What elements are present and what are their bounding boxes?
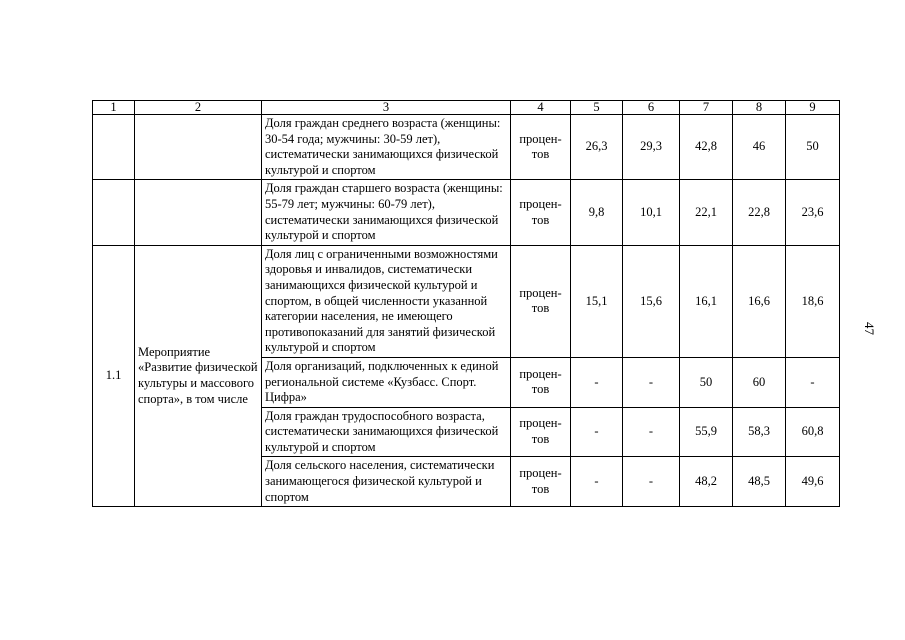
page-number: 47 [862,322,877,335]
value-cell: 23,6 [786,180,840,245]
header-cell: 7 [680,101,733,115]
indicator-cell: Доля лиц с ограниченными возможностями здоровья и инвалидов, систематически занимающихся физической культурой и спортом, в общей численности указанной категории населения, не имеющего противопоказаний для занятий физической культурой и спортом [262,245,511,357]
value-cell: 18,6 [786,245,840,357]
value-cell: - [623,357,680,407]
value-cell: 55,9 [680,407,733,457]
unit-cell [511,457,571,507]
indicator-cell: Доля организаций, подключенных к единой региональной системе «Кузбасс. Спорт. Цифра» [262,357,511,407]
value-cell: 9,8 [571,180,623,245]
value-cell: 60 [733,357,786,407]
unit-cell [511,180,571,245]
event-cell [135,180,262,245]
unit-line: тов [531,147,550,162]
value-cell: 15,6 [623,245,680,357]
header-cell: 4 [511,101,571,115]
value-cell: - [571,357,623,407]
value-cell: - [571,457,623,507]
value-cell: 48,5 [733,457,786,507]
indicator-cell: Доля граждан трудоспособного возраста, систематически занимающихся физической культурой и спортом [262,407,511,457]
unit-cell [511,245,571,357]
row-number-cell [93,115,135,180]
value-cell: 16,6 [733,245,786,357]
unit-line: процен- [519,196,562,211]
value-cell: 50 [786,115,840,180]
unit-line: процен- [519,416,562,431]
indicators-table [92,100,840,507]
table-row [93,180,840,245]
value-cell: - [786,357,840,407]
event-cell: Мероприятие «Развитие физической культуры и массового спорта», в том числе [135,245,262,507]
value-cell: 29,3 [623,115,680,180]
value-cell: 58,3 [733,407,786,457]
unit-cell [511,407,571,457]
indicator-cell: Доля граждан старшего возраста (женщины: 55-79 лет; мужчины: 60-79 лет), систематически занимающихся физической культурой и спортом [262,180,511,245]
indicator-cell: Доля сельского населения, систематически занимающегося физической культурой и спортом [262,457,511,507]
header-cell: 8 [733,101,786,115]
row-number-cell: 1.1 [93,245,135,507]
value-cell: 49,6 [786,457,840,507]
value-cell: 15,1 [571,245,623,357]
event-cell [135,115,262,180]
header-cell: 2 [135,101,262,115]
value-cell: - [571,407,623,457]
unit-line: тов [531,432,550,447]
header-cell: 1 [93,101,135,115]
value-cell: 16,1 [680,245,733,357]
header-cell: 9 [786,101,840,115]
unit-line: тов [531,301,550,316]
value-cell: - [623,457,680,507]
value-cell: 26,3 [571,115,623,180]
value-cell: 60,8 [786,407,840,457]
header-cell: 6 [623,101,680,115]
row-number-cell [93,180,135,245]
header-row [93,101,840,115]
table-row [93,245,840,357]
value-cell: 42,8 [680,115,733,180]
table-row [93,115,840,180]
value-cell: 10,1 [623,180,680,245]
value-cell: 48,2 [680,457,733,507]
unit-cell [511,357,571,407]
unit-line: тов [531,382,550,397]
unit-line: тов [531,481,550,496]
unit-cell [511,115,571,180]
header-cell: 3 [262,101,511,115]
value-cell: 50 [680,357,733,407]
unit-line: тов [531,212,550,227]
header-cell: 5 [571,101,623,115]
value-cell: 22,8 [733,180,786,245]
unit-line: процен- [519,366,562,381]
unit-line: процен- [519,285,562,300]
indicator-cell: Доля граждан среднего возраста (женщины: 30-54 года; мужчины: 30-59 лет), систематически занимающихся физической культурой и спортом [262,115,511,180]
unit-line: процен- [519,466,562,481]
unit-line: процен- [519,131,562,146]
value-cell: - [623,407,680,457]
value-cell: 46 [733,115,786,180]
value-cell: 22,1 [680,180,733,245]
